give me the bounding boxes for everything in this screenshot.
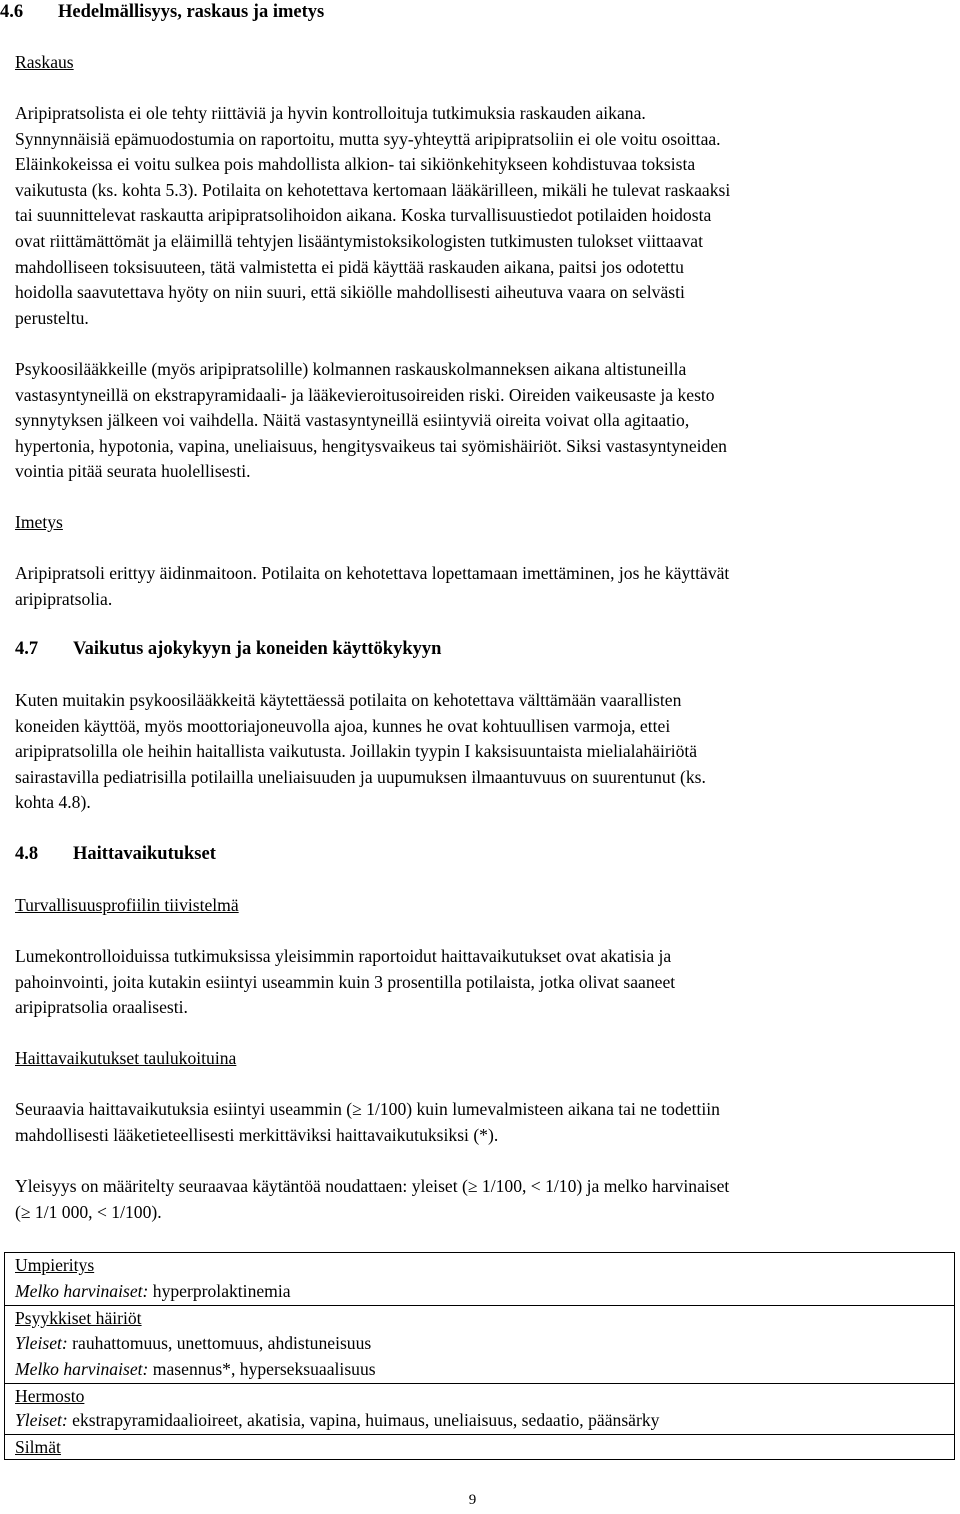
table-row (5, 1408, 954, 1434)
paragraph-yleisyys (15, 1174, 950, 1225)
table-row (5, 1383, 954, 1409)
text-line: pahoinvointi, joita kutakin esiintyi useammin kuin 3 prosentilla potilaista, jotka olivat saaneet (15, 971, 676, 992)
text-line: (≥ 1/1 000, < 1/100). (15, 1201, 162, 1222)
paragraph-raskaus-2 (15, 357, 950, 485)
text-line: synnytyksen jälkeen voi vaihdella. Näitä vastasyntyneillä esiintyviä oireita voivat olla agitaatio, (15, 410, 690, 431)
section-heading-4-7 (15, 637, 441, 663)
text-line: Psykoosilääkkeille (myös aripipratsolille) kolmannen raskauskolmanneksen aikana altistuneilla (15, 359, 687, 379)
text-line: aripipratsolia oraalisesti. (15, 997, 188, 1018)
organ-class-label: Umpieritys (15, 1255, 95, 1275)
subheading-turvallisuusprofiili: Turvallisuusprofiilin tiivistelmä (15, 895, 239, 915)
table-row (5, 1279, 954, 1305)
section-title: Vaikutus ajokykyyn ja koneiden käyttökykyyn (73, 639, 442, 659)
text-line: Synnynnäisiä epämuodostumia on raportoitu, mutta syy-yhteyttä aripipratsoliin ei ole voitu osoittaa. (15, 128, 721, 149)
organ-class-label: Silmät (15, 1437, 61, 1458)
subheading-taulukoituina: Haittavaikutukset taulukoituina (15, 1048, 237, 1068)
text-line: hoidolla saavutettava hyöty on niin suuri, että sikiölle mahdollisesti aiheutuva vaara on selvästi (15, 282, 685, 303)
text-line: Aripipratsoli erittyy äidinmaitoon. Potilaita on kehotettava lopettamaan imettäminen, jos he käyttävät (15, 563, 730, 583)
section-title: Hedelmällisyys, raskaus ja imetys (58, 2, 325, 22)
frequency-label: Melko harvinaiset: (15, 1280, 149, 1301)
text-line: Seuraavia haittavaikutuksia esiintyi useammin (≥ 1/100) kuin lumevalmisteen aikana tai ne todettiin (15, 1099, 720, 1119)
organ-class-label: Psyykkiset häiriöt (15, 1307, 142, 1328)
paragraph-ajokyky (15, 688, 950, 816)
paragraph-imetys (15, 561, 950, 612)
table-row (5, 1434, 954, 1460)
section-number: 4.8 (15, 844, 39, 864)
text-line: mahdolliseen toksisuuteen, tätä valmistetta ei pidä käyttää raskauden aikana, paitsi jos odotettu (15, 256, 684, 277)
text-line: tai suunnittelevat raskautta aripipratsolihoidon aikana. Koska turvallisuustiedot potilaiden hoidosta (15, 205, 712, 226)
text-line: hypertonia, hypotonia, vapina, uneliaisuus, hengitysvaikeus tai syömishäiriöt. Siksi vastasyntyneiden (15, 435, 727, 456)
text-line: sairastavilla pediatrisilla potilailla uneliaisuuden ja uupumuksen ilmaantuvuus on suurentunut (ks. (15, 766, 706, 787)
frequency-label: Yleiset: (15, 1332, 68, 1353)
organ-class-label: Hermosto (15, 1385, 85, 1406)
text-line: kohta 4.8). (15, 792, 91, 813)
paragraph-profiili (15, 944, 950, 1021)
text-line: Kuten muitakin psykoosilääkkeitä käytettäessä potilaita on kehotettava välttämään vaarallisten (15, 690, 682, 710)
text-line: vointia pitää seurata huolellisesti. (15, 461, 251, 482)
page-number: 9 (468, 1492, 477, 1508)
frequency-label: Melko harvinaiset: (15, 1358, 149, 1379)
text-line: koneiden käyttöä, myös moottoriajoneuvolla ajoa, kunnes he ovat kohtuullisen varmoja, ettei (15, 715, 671, 736)
text-line: Aripipratsolista ei ole tehty riittäviä ja hyvin kontrolloituja tutkimuksia raskauden aikana. (15, 103, 646, 123)
section-heading-4-8 (15, 842, 216, 868)
adverse-reactions-table (4, 1252, 955, 1460)
text-line: aripipratsolilla ole heihin haitallista vaikutusta. Joillakin tyypin I kaksisuuntaista mielialahäiriötä (15, 741, 698, 762)
text-line: vastasyntyneillä on ekstrapyramidaali- ja lääkevieroitusoireiden riski. Oireiden vaikeusaste ja kesto (15, 384, 715, 405)
paragraph-seuraavia (15, 1097, 950, 1148)
table-row (5, 1305, 954, 1331)
text-line: aripipratsolia. (15, 588, 113, 609)
table-row (5, 1331, 954, 1357)
reaction-list: masennus*, hyperseksuaalisuus (148, 1358, 376, 1379)
section-number: 4.6 (0, 2, 24, 22)
section-title: Haittavaikutukset (73, 844, 216, 864)
text-line: perusteltu. (15, 307, 89, 328)
reaction-list: hyperprolaktinemia (148, 1280, 291, 1301)
subheading-imetys: Imetys (15, 512, 63, 532)
text-line: Yleisyys on määritelty seuraavaa käytäntöä noudattaen: yleiset (≥ 1/100, < 1/10) ja melko harvinaiset (15, 1176, 730, 1196)
section-heading-4-6 (0, 0, 324, 26)
paragraph-raskaus-1 (15, 101, 950, 331)
text-line: Lumekontrolloiduissa tutkimuksissa yleisimmin raportoidut haittavaikutukset ovat akatisia ja (15, 946, 672, 966)
table-row (5, 1357, 954, 1383)
section-number: 4.7 (15, 639, 39, 659)
reaction-list: ekstrapyramidaalioireet, akatisia, vapina, huimaus, uneliaisuus, sedaatio, päänsärky (67, 1410, 660, 1431)
text-line: ovat riittämättömät ja eläimillä tehtyjen lisääntymistoksikologisten tutkimusten tulokset viittaavat (15, 230, 703, 251)
subheading-raskaus: Raskaus (15, 52, 74, 72)
text-line: Eläinkokeissa ei voitu sulkea pois mahdollista alkion- tai sikiönkehitykseen kohdistuvaa toksista (15, 154, 696, 175)
reaction-list: rauhattomuus, unettomuus, ahdistuneisuus (67, 1332, 372, 1353)
table-row (5, 1253, 954, 1279)
frequency-label: Yleiset: (15, 1410, 68, 1431)
text-line: vaikutusta (ks. kohta 5.3). Potilaita on kehotettava kertomaan lääkärilleen, mikäli he tulevat raskaaksi (15, 179, 731, 200)
text-line: mahdollisesti lääketieteellisesti merkittäviksi haittavaikutuksiksi (*). (15, 1124, 499, 1145)
